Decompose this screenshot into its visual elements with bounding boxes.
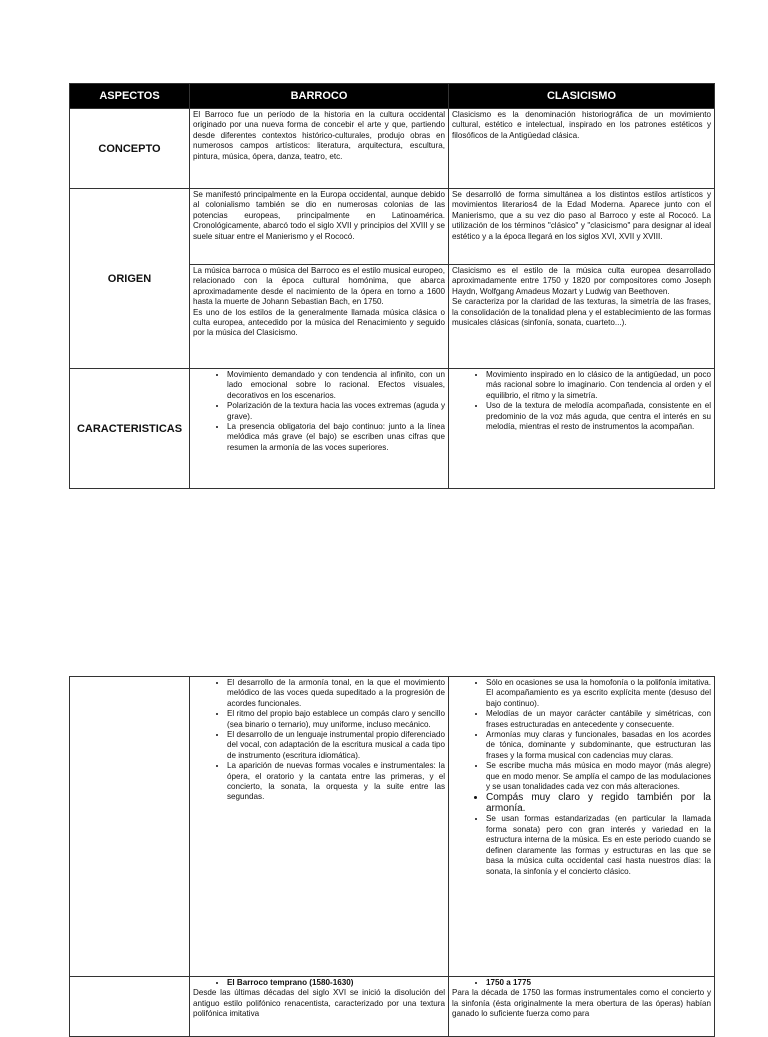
header-aspectos: ASPECTOS	[70, 84, 190, 109]
list-item: • Movimiento inspirado en lo clásico de la antigüedad, un poco más racional sobre lo imaginario. Con tendencia al orden y el equilibrio, el ritmo y la simetría.	[486, 370, 711, 401]
comparison-table-1	[69, 83, 715, 489]
concepto-barroco: El Barroco fue un período de la historia en la cultura occidental originado por una nueva forma de concebir el arte y que, partiendo desde diferentes contextos histórico-culturales, produjo obras en numerosos campos artísticos: literatura, arquitectura, escultura, pintura, música, ópera, danza, teatro, etc.	[190, 109, 449, 189]
list-item: • Movimiento demandado y con tendencia al infinito, con un lado emocional sobre lo racional. Efectos visuales, decorativos en los escenarios.	[227, 370, 445, 401]
caracteristicas-clasicismo-list	[452, 370, 711, 432]
cont-clasicismo-list	[452, 678, 711, 877]
header-row	[70, 84, 715, 109]
list-item: • Compás muy claro y regido también por la armonía.	[486, 792, 711, 814]
aspect-origen: ORIGEN	[70, 189, 190, 369]
aspect-empty-2	[70, 977, 190, 1037]
aspect-empty	[70, 677, 190, 977]
row-caracteristicas	[70, 369, 715, 489]
periodos-clasicismo-text: Para la década de 1750 las formas instrumentales como el concierto y la sinfonía (ésta originalmente la mera obertura de las óperas) habían ganado lo suficiente fuerza como para	[452, 988, 711, 1019]
list-item: • El desarrollo de un lenguaje instrumental propio diferenciado del vocal, con adaptación de la escritura musical a cada tipo de instrumento (escritura idiomática).	[227, 730, 445, 761]
list-item: • Uso de la textura de melodía acompañada, consistente en el predominio de la voz más aguda, que centra el interés en su melodía, mientras el resto de instrumentos la acompañan.	[486, 401, 711, 432]
periodos-barroco	[190, 977, 449, 1037]
aspect-caracteristicas: CARACTERISTICAS	[70, 369, 190, 489]
header-barroco: BARROCO	[190, 84, 449, 109]
caracteristicas-barroco	[190, 369, 449, 489]
origen-clasicismo-2a: Clasicismo es el estilo de la música culta europea desarrollado aproximadamente entre 1750 y 1820 por compositores como Joseph Haydn, Wolfgang Amadeus Mozart y Ludwig van Beethoven.	[452, 266, 711, 296]
cont-clasicismo	[449, 677, 715, 977]
row-periodos	[70, 977, 715, 1037]
list-item: • Armonías muy claras y funcionales, basadas en los acordes de tónica, dominante y subdominante, que estructuran las frases y la forma musical con cadencias muy claras.	[486, 730, 711, 761]
origen-clasicismo-1: Se desarrolló de forma simultánea a los distintos estilos artísticos y movimientos literarios4 de la Edad Moderna. Aparece junto con el Manierismo, que a su vez dio paso al Barroco y este al Rococó. La utilización de los términos "clásico" y "clasicismo" para designar al ideal estético y a la época llegará en los siglos XVI, XVII y XVIII.	[449, 189, 715, 265]
aspect-concepto: CONCEPTO	[70, 109, 190, 189]
list-item: • El Barroco temprano (1580-1630)	[227, 978, 445, 988]
origen-barroco-2	[190, 265, 449, 369]
list-item: • La aparición de nuevas formas vocales e instrumentales: la ópera, el oratorio y la cantata entre las primeras, y el concierto, la sonata, la orquesta y la suite entre las segundas.	[227, 761, 445, 803]
concepto-clasicismo: Clasicismo es la denominación historiográfica de un movimiento cultural, estético e intelectual, inspirado en los patrones estéticos y filosóficos de la Antigüedad clásica.	[449, 109, 715, 189]
periodos-barroco-list	[193, 978, 445, 988]
header-clasicismo: CLASICISMO	[449, 84, 715, 109]
periodos-clasicismo-list	[452, 978, 711, 988]
origen-barroco-1: Se manifestó principalmente en la Europa occidental, aunque debido al colonialismo también se dio en numerosas colonias de las potencias europeas, principalmente en Latinoamérica. Cronológicamente, abarcó todo el siglo XVII y principios del XVIII y se suele situar entre el Manierismo y el Rococó.	[190, 189, 449, 265]
caracteristicas-barroco-list	[193, 370, 445, 453]
row-caracteristicas-cont	[70, 677, 715, 977]
list-item: • El ritmo del propio bajo establece un compás claro y sencillo (sea binario o ternario), muy uniforme, incluso mecánico.	[227, 709, 445, 730]
list-item: • Se usan formas estandarizadas (en particular la llamada forma sonata) pero con gran interés y variedad en la estructura interna de la música. Es en este periodo cuando se definen claramente las formas y estructuras en las que se basa la música culta occidental casi hasta nuestros días: la sonata, la sinfonía y el concierto clásico.	[486, 814, 711, 876]
list-item: • Se escribe mucha más música en modo mayor (más alegre) que en modo menor. Se amplía el campo de las modulaciones y se usan tonalidades cada vez con más alteraciones.	[486, 761, 711, 792]
row-concepto	[70, 109, 715, 189]
row-origen-1	[70, 189, 715, 265]
list-item: • Polarización de la textura hacia las voces extremas (aguda y grave).	[227, 401, 445, 422]
periodos-barroco-text: Desde las últimas décadas del siglo XVI se inició la disolución del antiguo estilo polifónico renacentista, caracterizado por una textura polifónica imitativa	[193, 988, 445, 1019]
origen-barroco-2a: La música barroca o música del Barroco es el estilo musical europeo, relacionado con la época cultural homónima, que abarca aproximadamente desde el nacimiento de la ópera en torno a 1600 hasta la muerte de Johann Sebastian Bach, en 1750.	[193, 266, 445, 307]
list-item: • 1750 a 1775	[486, 978, 711, 988]
list-item: • Melodías de un mayor carácter cantábile y simétricas, con frases estructuradas en antecedente y consecuente.	[486, 709, 711, 730]
cont-barroco	[190, 677, 449, 977]
periodos-clasicismo	[449, 977, 715, 1037]
origen-clasicismo-2b: Se caracteriza por la claridad de las texturas, la simetría de las frases, la consolidación de la tonalidad plena y el establecimiento de las formas musicales clásicas (sinfonía, sonata, cuarteto...).	[452, 297, 711, 328]
origen-clasicismo-2	[449, 265, 715, 369]
comparison-table-2	[69, 676, 715, 1037]
list-item: • Sólo en ocasiones se usa la homofonía o la polifonía imitativa. El acompañamiento es ya escrito explícita mente (desuso del bajo continuo).	[486, 678, 711, 709]
list-item: • El desarrollo de la armonía tonal, en la que el movimiento melódico de las voces queda supeditado a la progresión de acordes funcionales.	[227, 678, 445, 709]
list-item: • La presencia obligatoria del bajo continuo: junto a la línea melódica más grave (el bajo) se escriben unas cifras que resumen la armonía de las voces superiores.	[227, 422, 445, 453]
caracteristicas-clasicismo	[449, 369, 715, 489]
origen-barroco-2b: Es uno de los estilos de la generalmente llamada música clásica o culta europea, antecedido por la música del Renacimiento y seguido por la música del Clasicismo.	[193, 307, 445, 338]
cont-barroco-list	[193, 678, 445, 803]
